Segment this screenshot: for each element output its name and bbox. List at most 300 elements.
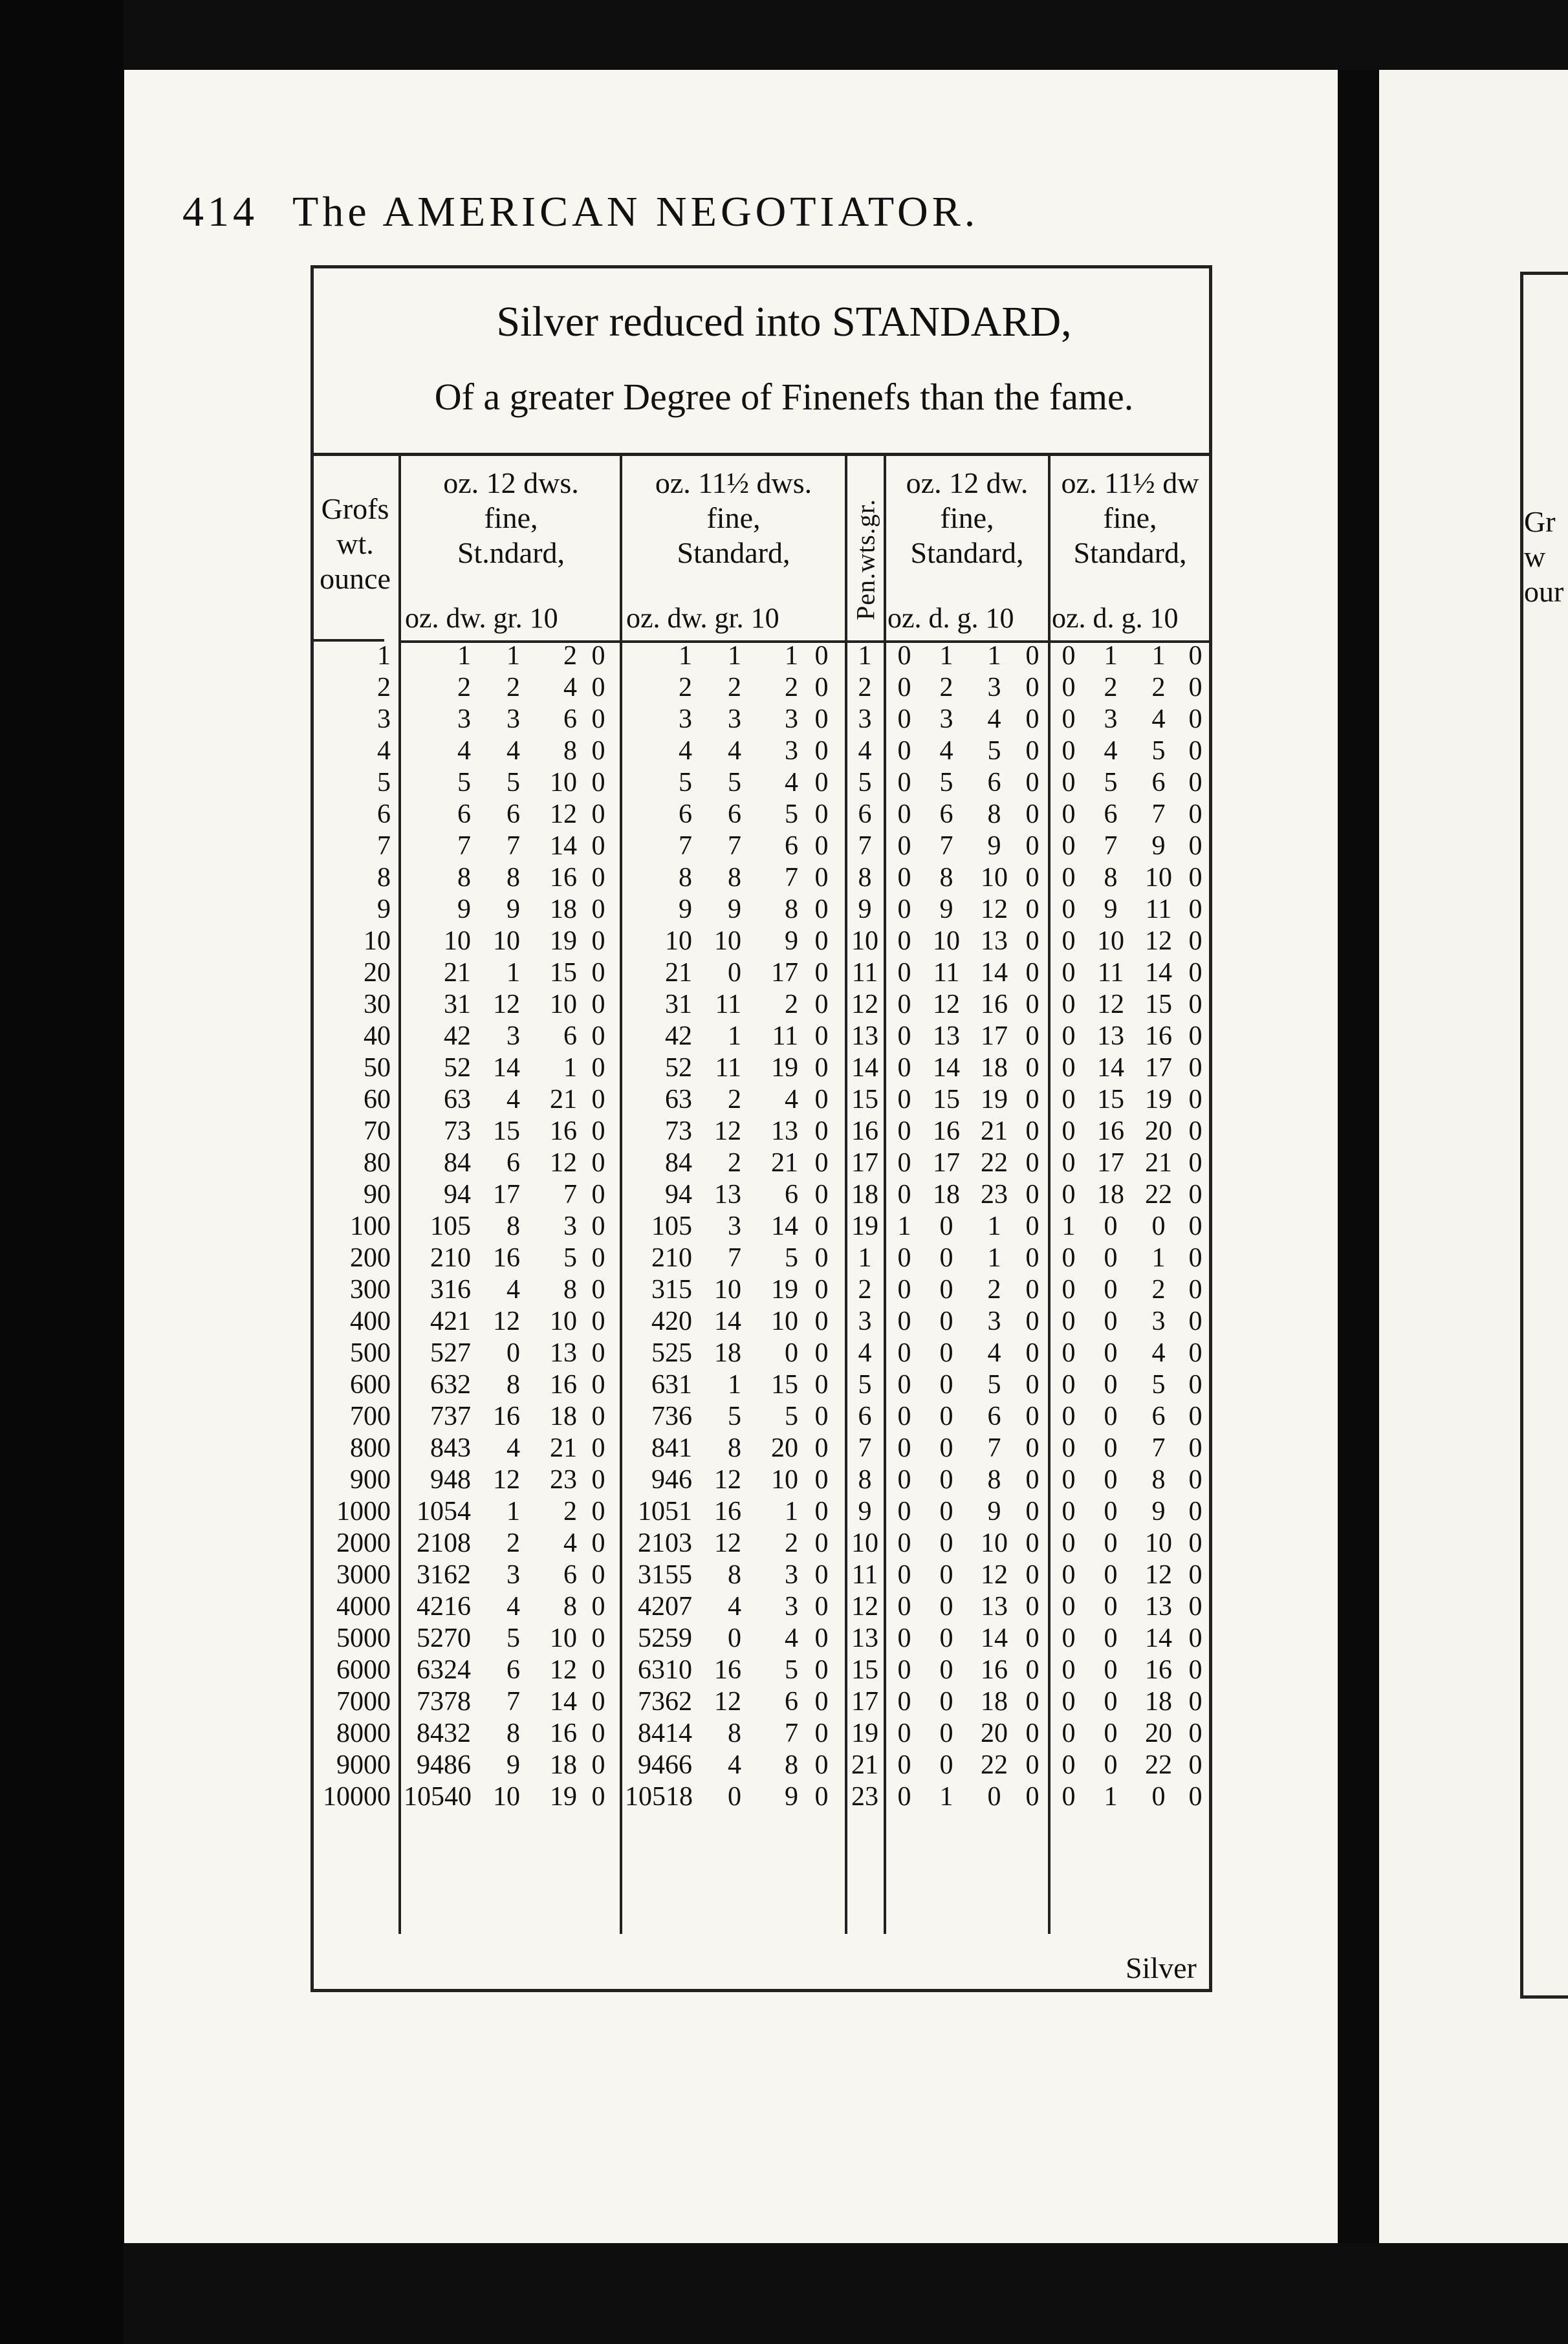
table-cell: 3162 bbox=[417, 1560, 471, 1590]
table-cell: 5270 bbox=[417, 1623, 471, 1653]
table-cell: 16 bbox=[1145, 1655, 1172, 1685]
table-cell: 9 bbox=[506, 1750, 520, 1780]
table-cell: 210 bbox=[430, 1243, 471, 1273]
table-cell: 0 bbox=[1104, 1338, 1118, 1368]
table-cell: 0 bbox=[814, 1275, 829, 1305]
table-cell: 4 bbox=[785, 1623, 798, 1653]
table-cell: 6 bbox=[457, 799, 471, 829]
table-cell: 16 bbox=[493, 1243, 520, 1273]
table-cell: 0 bbox=[897, 1687, 911, 1717]
table-cell: 19 bbox=[771, 1275, 798, 1305]
table-cell: 9 bbox=[858, 1497, 872, 1526]
table-row bbox=[310, 1781, 1212, 1813]
table-cell: 0 bbox=[1025, 1085, 1040, 1114]
table-cell: 4 bbox=[1151, 1338, 1166, 1368]
table-cell: 0 bbox=[591, 990, 605, 1019]
table-cell: 17 bbox=[771, 958, 798, 988]
table-cell: 0 bbox=[814, 1021, 829, 1051]
table-cell: 52 bbox=[665, 1053, 692, 1083]
table-cell: 11 bbox=[772, 1021, 798, 1051]
table-row bbox=[310, 1021, 1212, 1052]
table-cell: 0 bbox=[1062, 1370, 1076, 1400]
table-cell: 0 bbox=[591, 958, 605, 988]
table-cell: 2 bbox=[785, 673, 798, 702]
table-cell: 3 bbox=[858, 704, 872, 734]
table-cell: 4 bbox=[563, 673, 577, 702]
table-cell: 2 bbox=[1151, 673, 1166, 702]
table-cell: 18 bbox=[714, 1338, 741, 1368]
table-cell: 0 bbox=[897, 1433, 911, 1463]
table-cell: 6 bbox=[506, 1655, 520, 1685]
page-number: 414 bbox=[182, 188, 258, 235]
table-cell: 1 bbox=[506, 958, 520, 988]
table-cell: 2 bbox=[785, 1528, 798, 1558]
table-cell: 8000 bbox=[336, 1719, 391, 1748]
table-cell: 0 bbox=[1025, 1719, 1040, 1748]
table-cell: 12 bbox=[933, 990, 960, 1019]
table-cell: 736 bbox=[651, 1402, 692, 1431]
table-row bbox=[310, 767, 1212, 799]
table-cell: 0 bbox=[814, 1782, 829, 1812]
table-cell: 0 bbox=[728, 1623, 741, 1653]
table-cell: 1 bbox=[939, 1782, 953, 1812]
table-cell: 18 bbox=[981, 1053, 1008, 1083]
table-cell: 0 bbox=[1062, 1307, 1076, 1336]
table-cell: 3 bbox=[1151, 1307, 1166, 1336]
table-cell: 11 bbox=[1097, 958, 1124, 988]
table-cell: 9 bbox=[785, 1782, 798, 1812]
table-cell: 0 bbox=[897, 1275, 911, 1305]
table-cell: 8 bbox=[506, 1370, 520, 1400]
table-cell: 0 bbox=[897, 1560, 911, 1590]
table-cell: 10 bbox=[933, 926, 960, 956]
table-cell: 7 bbox=[728, 1243, 741, 1273]
table-cell: 0 bbox=[1188, 1275, 1203, 1305]
table-cell: 0 bbox=[814, 1085, 829, 1114]
table-cell: 12 bbox=[550, 1148, 577, 1178]
table-cell: 1 bbox=[377, 641, 391, 671]
table-cell: 1 bbox=[785, 641, 798, 671]
table-cell: 6 bbox=[939, 799, 953, 829]
table-cell: 16 bbox=[714, 1497, 741, 1526]
table-cell: 17 bbox=[493, 1180, 520, 1210]
table-cell: 5 bbox=[679, 768, 692, 798]
table-cell: 421 bbox=[430, 1307, 471, 1336]
table-cell: 0 bbox=[1188, 863, 1203, 893]
table-cell: 12 bbox=[714, 1465, 741, 1495]
table-cell: 4216 bbox=[417, 1592, 471, 1622]
table-cell: 14 bbox=[851, 1053, 878, 1083]
table-cell: 7 bbox=[506, 1687, 520, 1717]
table-cell: 9 bbox=[858, 895, 872, 924]
facing-page-text: Gr w our bbox=[1524, 505, 1564, 608]
table-cell: 0 bbox=[897, 1465, 911, 1495]
table-cell: 0 bbox=[814, 1148, 829, 1178]
table-row bbox=[310, 1686, 1212, 1718]
table-cell: 0 bbox=[1062, 799, 1076, 829]
table-cell: 0 bbox=[1188, 673, 1203, 702]
table-cell: 0 bbox=[1062, 1497, 1076, 1526]
table-cell: 50 bbox=[364, 1053, 391, 1083]
table-cell: 0 bbox=[591, 1528, 605, 1558]
table-cell: 0 bbox=[1062, 1116, 1076, 1146]
table-cell: 10 bbox=[550, 1623, 577, 1653]
table-cell: 12 bbox=[493, 1465, 520, 1495]
table-cell: 3 bbox=[728, 1211, 741, 1241]
table-cell: 0 bbox=[814, 704, 829, 734]
table-cell: 4 bbox=[506, 1592, 520, 1622]
table-cell: 14 bbox=[493, 1053, 520, 1083]
table-cell: 5 bbox=[377, 768, 391, 798]
table-cell: 0 bbox=[1104, 1623, 1118, 1653]
table-cell: 0 bbox=[591, 1592, 605, 1622]
table-cell: 0 bbox=[814, 1402, 829, 1431]
table-cell: 9 bbox=[1151, 831, 1166, 861]
table-cell: 8 bbox=[785, 1750, 798, 1780]
table-cell: 15 bbox=[933, 1085, 960, 1114]
table-cell: 6 bbox=[728, 799, 741, 829]
table-cell: 16 bbox=[550, 1116, 577, 1146]
table-cell: 7 bbox=[785, 1719, 798, 1748]
table-cell: 4 bbox=[987, 704, 1001, 734]
table-cell: 1 bbox=[506, 1497, 520, 1526]
table-cell: 4 bbox=[506, 1433, 520, 1463]
table-cell: 0 bbox=[1062, 990, 1076, 1019]
table-cell: 15 bbox=[1097, 1085, 1124, 1114]
table-cell: 12 bbox=[981, 1560, 1008, 1590]
table-cell: 1 bbox=[679, 641, 692, 671]
table-cell: 13 bbox=[550, 1338, 577, 1368]
table-cell: 3 bbox=[785, 1592, 798, 1622]
table-cell: 3 bbox=[377, 704, 391, 734]
table-cell: 12 bbox=[714, 1116, 741, 1146]
table-cell: 13 bbox=[1097, 1021, 1124, 1051]
table-cell: 0 bbox=[1025, 1750, 1040, 1780]
table-cell: 0 bbox=[814, 1560, 829, 1590]
table-cell: 3 bbox=[987, 1307, 1001, 1336]
table-cell: 7 bbox=[1151, 799, 1166, 829]
table-cell: 8 bbox=[728, 1560, 741, 1590]
table-cell: 4 bbox=[679, 736, 692, 766]
table-cell: 0 bbox=[1025, 1180, 1040, 1210]
table-cell: 0 bbox=[1151, 1211, 1166, 1241]
table-cell: 9 bbox=[1104, 895, 1118, 924]
table-cell: 21 bbox=[550, 1085, 577, 1114]
table-row bbox=[310, 1052, 1212, 1084]
table-cell: 0 bbox=[1062, 1560, 1076, 1590]
table-cell: 0 bbox=[897, 736, 911, 766]
table-cell: 3 bbox=[506, 1560, 520, 1590]
table-cell: 6 bbox=[987, 768, 1001, 798]
table-cell: 20 bbox=[981, 1719, 1008, 1748]
table-cell: 0 bbox=[814, 1211, 829, 1241]
table-cell: 8 bbox=[377, 863, 391, 893]
table-cell: 7 bbox=[679, 831, 692, 861]
table-cell: 16 bbox=[714, 1655, 741, 1685]
table-cell: 18 bbox=[550, 895, 577, 924]
table-cell: 0 bbox=[591, 1719, 605, 1748]
table-cell: 0 bbox=[591, 673, 605, 702]
table-cell: 8 bbox=[506, 1211, 520, 1241]
table-row bbox=[310, 1338, 1212, 1369]
table-cell: 6324 bbox=[417, 1655, 471, 1685]
table-cell: 6 bbox=[506, 1148, 520, 1178]
table-cell: 3000 bbox=[336, 1560, 391, 1590]
table-cell: 14 bbox=[550, 831, 577, 861]
table-cell: 0 bbox=[939, 1623, 953, 1653]
table-cell: 16 bbox=[851, 1116, 878, 1146]
table-cell: 5 bbox=[1151, 1370, 1166, 1400]
table-cell: 200 bbox=[350, 1243, 391, 1273]
table-cell: 8414 bbox=[638, 1719, 692, 1748]
table-cell: 8 bbox=[563, 736, 577, 766]
table-cell: 2 bbox=[1151, 1275, 1166, 1305]
header-col1: oz. 12 dws. fine, St.ndard, bbox=[443, 466, 579, 569]
table-cell: 14 bbox=[981, 1623, 1008, 1653]
table-cell: 3 bbox=[728, 704, 741, 734]
table-cell: 0 bbox=[591, 1782, 605, 1812]
table-cell: 5 bbox=[785, 1402, 798, 1431]
table-cell: 0 bbox=[814, 1592, 829, 1622]
table-cell: 7 bbox=[858, 831, 872, 861]
table-cell: 316 bbox=[430, 1275, 471, 1305]
table-cell: 1 bbox=[897, 1211, 911, 1241]
table-cell: 63 bbox=[444, 1085, 471, 1114]
table-cell: 15 bbox=[851, 1655, 878, 1685]
table-cell: 0 bbox=[814, 1338, 829, 1368]
table-cell: 0 bbox=[897, 1592, 911, 1622]
table-cell: 0 bbox=[897, 1116, 911, 1146]
table-cell: 2000 bbox=[336, 1528, 391, 1558]
table-cell: 3 bbox=[457, 704, 471, 734]
table-cell: 0 bbox=[1062, 895, 1076, 924]
table-cell: 5259 bbox=[638, 1623, 692, 1653]
table-cell: 0 bbox=[591, 1433, 605, 1463]
table-cell: 0 bbox=[1188, 1053, 1203, 1083]
table-cell: 0 bbox=[939, 1211, 953, 1241]
table-cell: 8 bbox=[785, 895, 798, 924]
table-cell: 84 bbox=[665, 1148, 692, 1178]
table-cell: 2 bbox=[858, 1275, 872, 1305]
table-cell: 12 bbox=[1145, 926, 1172, 956]
table-cell: 0 bbox=[1062, 1719, 1076, 1748]
table-row bbox=[310, 1147, 1212, 1179]
table-cell: 0 bbox=[591, 1370, 605, 1400]
table-cell: 0 bbox=[1188, 1750, 1203, 1780]
table-row bbox=[310, 704, 1212, 735]
table-cell: 0 bbox=[1062, 1243, 1076, 1273]
table-cell: 0 bbox=[814, 863, 829, 893]
table-cell: 10 bbox=[771, 1465, 798, 1495]
table-cell: 0 bbox=[1188, 1370, 1203, 1400]
table-cell: 0 bbox=[897, 895, 911, 924]
table-row bbox=[310, 830, 1212, 862]
table-cell: 0 bbox=[1104, 1655, 1118, 1685]
table-cell: 4 bbox=[506, 736, 520, 766]
header-col3: oz. 12 dw. fine, Standard, bbox=[906, 466, 1029, 569]
table-cell: 3 bbox=[563, 1211, 577, 1241]
table-cell: 0 bbox=[1025, 1211, 1040, 1241]
table-cell: 52 bbox=[444, 1053, 471, 1083]
table-cell: 0 bbox=[1104, 1433, 1118, 1463]
table-row bbox=[310, 957, 1212, 989]
table-cell: 1 bbox=[563, 1053, 577, 1083]
table-cell: 0 bbox=[939, 1592, 953, 1622]
table-cell: 0 bbox=[1025, 1307, 1040, 1336]
table-cell: 0 bbox=[939, 1402, 953, 1431]
table-cell: 0 bbox=[1062, 958, 1076, 988]
header-pennyweights bbox=[847, 466, 884, 653]
table-cell: 3 bbox=[679, 704, 692, 734]
table-cell: 500 bbox=[350, 1338, 391, 1368]
table-cell: 0 bbox=[1104, 1719, 1118, 1748]
table-cell: 0 bbox=[814, 1053, 829, 1083]
table-cell: 4000 bbox=[336, 1592, 391, 1622]
table-cell: 0 bbox=[591, 1560, 605, 1590]
table-cell: 14 bbox=[981, 958, 1008, 988]
table-cell: 0 bbox=[1104, 1307, 1118, 1336]
table-cell: 0 bbox=[1188, 1465, 1203, 1495]
table-cell: 7 bbox=[785, 863, 798, 893]
table-cell: 315 bbox=[651, 1275, 692, 1305]
table-cell: 0 bbox=[1062, 926, 1076, 956]
table-cell: 8 bbox=[728, 1719, 741, 1748]
table-row bbox=[310, 1401, 1212, 1433]
table-cell: 5 bbox=[506, 1623, 520, 1653]
table-body bbox=[310, 640, 1212, 1813]
table-cell: 7378 bbox=[417, 1687, 471, 1717]
table-cell: 6 bbox=[377, 799, 391, 829]
table-cell: 10 bbox=[550, 1307, 577, 1336]
table-cell: 0 bbox=[1025, 1402, 1040, 1431]
table-cell: 20 bbox=[364, 958, 391, 988]
table-cell: 0 bbox=[1062, 831, 1076, 861]
table-cell: 0 bbox=[897, 1497, 911, 1526]
table-cell: 9 bbox=[939, 895, 953, 924]
table-cell: 737 bbox=[430, 1402, 471, 1431]
table-cell: 0 bbox=[939, 1528, 953, 1558]
table-cell: 0 bbox=[1151, 1782, 1166, 1812]
table-cell: 7 bbox=[377, 831, 391, 861]
table-cell: 11 bbox=[851, 1560, 878, 1590]
table-cell: 0 bbox=[1062, 704, 1076, 734]
table-cell: 18 bbox=[933, 1180, 960, 1210]
table-cell: 0 bbox=[1062, 641, 1076, 671]
table-cell: 0 bbox=[1104, 1402, 1118, 1431]
subheader-col2: oz. dw. gr. 10 bbox=[626, 602, 779, 634]
table-cell: 3 bbox=[506, 704, 520, 734]
table-cell: 1 bbox=[728, 641, 741, 671]
table-cell: 90 bbox=[364, 1180, 391, 1210]
table-cell: 10540 bbox=[404, 1782, 472, 1812]
table-cell: 0 bbox=[939, 1719, 953, 1748]
table-cell: 0 bbox=[1188, 1338, 1203, 1368]
table-cell: 15 bbox=[550, 958, 577, 988]
table-cell: 0 bbox=[1025, 673, 1040, 702]
table-cell: 0 bbox=[1062, 1623, 1076, 1653]
table-cell: 0 bbox=[897, 1782, 911, 1812]
table-cell: 0 bbox=[1188, 1719, 1203, 1748]
table-cell: 6 bbox=[858, 799, 872, 829]
table-cell: 0 bbox=[1104, 1370, 1118, 1400]
table-row bbox=[310, 1750, 1212, 1781]
table-cell: 0 bbox=[1188, 1180, 1203, 1210]
table-cell: 0 bbox=[1104, 1243, 1118, 1273]
table-cell: 3155 bbox=[638, 1560, 692, 1590]
table-cell: 6 bbox=[506, 799, 520, 829]
table-cell: 16 bbox=[550, 1719, 577, 1748]
table-cell: 19 bbox=[851, 1719, 878, 1748]
table-cell: 14 bbox=[933, 1053, 960, 1083]
table-cell: 0 bbox=[1025, 1433, 1040, 1463]
table-cell: 0 bbox=[939, 1307, 953, 1336]
table-cell: 2 bbox=[457, 673, 471, 702]
table-cell: 0 bbox=[939, 1497, 953, 1526]
table-cell: 12 bbox=[550, 799, 577, 829]
table-cell: 0 bbox=[814, 831, 829, 861]
table-cell: 2 bbox=[858, 673, 872, 702]
table-cell: 73 bbox=[665, 1116, 692, 1146]
table-cell: 0 bbox=[1062, 1782, 1076, 1812]
table-cell: 12 bbox=[493, 1307, 520, 1336]
table-cell: 0 bbox=[897, 863, 911, 893]
table-cell: 0 bbox=[939, 1465, 953, 1495]
table-cell: 30 bbox=[364, 990, 391, 1019]
table-cell: 6 bbox=[785, 1687, 798, 1717]
table-cell: 0 bbox=[1025, 831, 1040, 861]
table-cell: 0 bbox=[1062, 1592, 1076, 1622]
table-cell: 40 bbox=[364, 1021, 391, 1051]
table-cell: 10 bbox=[444, 926, 471, 956]
table-cell: 0 bbox=[1188, 736, 1203, 766]
table-cell: 1 bbox=[728, 1370, 741, 1400]
table-cell: 0 bbox=[591, 1211, 605, 1241]
table-cell: 18 bbox=[981, 1687, 1008, 1717]
table-cell: 0 bbox=[591, 1750, 605, 1780]
table-cell: 0 bbox=[814, 990, 829, 1019]
table-cell: 0 bbox=[814, 1180, 829, 1210]
table-cell: 0 bbox=[591, 1338, 605, 1368]
table-cell: 5 bbox=[785, 1243, 798, 1273]
table-cell: 13 bbox=[851, 1623, 878, 1653]
table-cell: 2 bbox=[679, 673, 692, 702]
table-cell: 1 bbox=[1104, 1782, 1118, 1812]
table-cell: 2 bbox=[785, 990, 798, 1019]
table-cell: 6 bbox=[563, 1560, 577, 1590]
table-cell: 2 bbox=[1104, 673, 1118, 702]
table-cell: 10518 bbox=[625, 1782, 693, 1812]
table-cell: 17 bbox=[851, 1687, 878, 1717]
table-row bbox=[310, 1274, 1212, 1306]
table-cell: 0 bbox=[1025, 799, 1040, 829]
subheader-col1: oz. dw. gr. 10 bbox=[405, 602, 558, 634]
table-cell: 0 bbox=[897, 1180, 911, 1210]
table-cell: 7 bbox=[457, 831, 471, 861]
table-cell: 84 bbox=[444, 1148, 471, 1178]
table-cell: 0 bbox=[1188, 1243, 1203, 1273]
table-cell: 0 bbox=[591, 831, 605, 861]
table-cell: 16 bbox=[933, 1116, 960, 1146]
header-gross-weight: Grofs wt. ounce bbox=[320, 492, 391, 595]
table-cell: 105 bbox=[430, 1211, 471, 1241]
table-cell: 20 bbox=[771, 1433, 798, 1463]
table-cell: 0 bbox=[1062, 768, 1076, 798]
table-cell: 0 bbox=[939, 1338, 953, 1368]
table-cell: 0 bbox=[1188, 1560, 1203, 1590]
table-cell: 0 bbox=[1062, 1687, 1076, 1717]
table-cell: 0 bbox=[939, 1655, 953, 1685]
table-row bbox=[310, 1591, 1212, 1623]
